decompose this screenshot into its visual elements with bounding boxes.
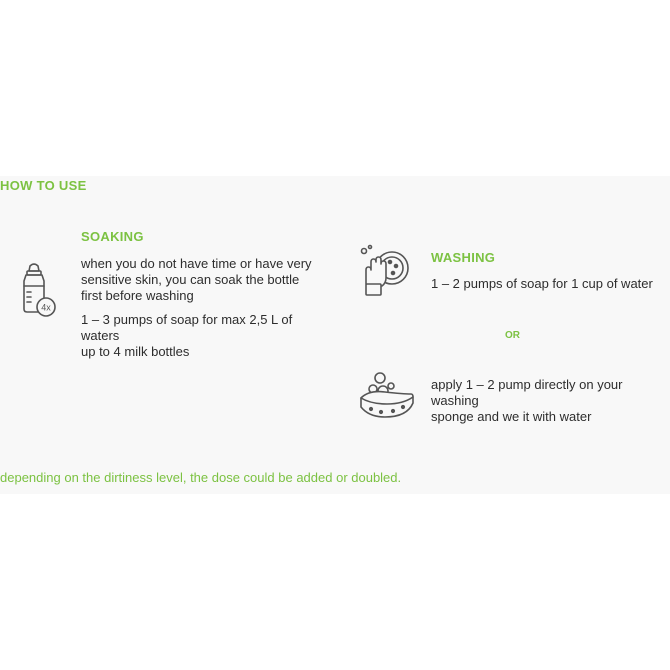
- baby-bottle-icon: [14, 262, 58, 318]
- soaking-bottles: up to 4 milk bottles: [81, 344, 190, 359]
- soaking-text: [81, 256, 321, 360]
- dose-footnote: depending on the dirtiness level, the dose could be added or doubled.: [0, 470, 402, 485]
- soaking-heading: SOAKING: [81, 229, 144, 244]
- glove-dish-icon: [358, 242, 414, 298]
- sponge-line1: apply 1 – 2 pump directly on your washing: [431, 377, 623, 408]
- or-separator: OR: [505, 330, 520, 341]
- sponge-text: [431, 377, 666, 425]
- sponge-line2: sponge and we it with water: [431, 409, 592, 424]
- bottle-count-badge: 4x: [41, 302, 51, 313]
- washing-heading: WASHING: [431, 250, 496, 265]
- sponge-icon: [357, 370, 417, 422]
- page-title: HOW TO USE: [0, 178, 87, 193]
- soaking-dose: 1 – 3 pumps of soap for max 2,5 L of waters: [81, 312, 293, 343]
- soaking-description: when you do not have time or have very sensitive skin, you can soak the bottle first before washing: [81, 256, 312, 303]
- washing-instruction: 1 – 2 pumps of soap for 1 cup of water: [431, 276, 653, 291]
